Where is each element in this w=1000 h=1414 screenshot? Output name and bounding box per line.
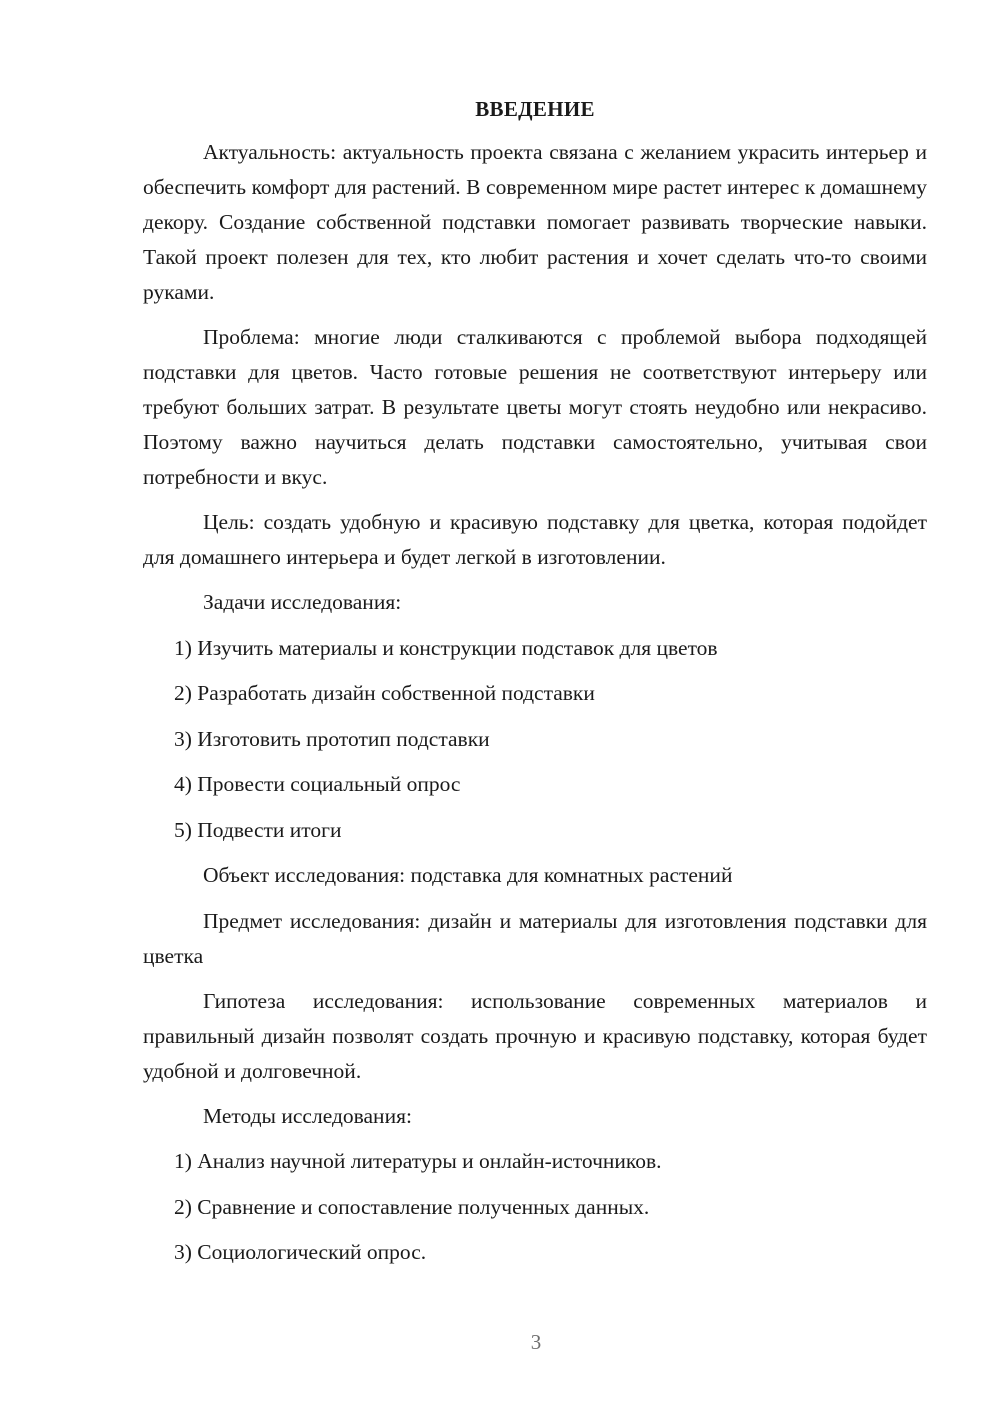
page-number: 3: [530, 1330, 542, 1354]
paragraph-hypothesis: Гипотеза исследования: использование современных материалов и правильный дизайн позволят создать прочную и красивую подставку, которая будет удобной и долговечной.: [143, 988, 927, 1083]
list-item: 2) Сравнение и сопоставление полученных данных.: [174, 1194, 650, 1219]
document-page: [143, 92, 927, 1281]
list-item: 3) Социологический опрос.: [174, 1240, 427, 1264]
list-item: 3) Изготовить прототип подставки: [174, 726, 490, 751]
list-item: 1) Анализ научной литературы и онлайн-источников.: [174, 1149, 662, 1173]
paragraph-subject: Предмет исследования: дизайн и материалы для изготовления подставки для цветка: [143, 908, 927, 968]
tasks-list: [143, 631, 927, 848]
paragraph-relevance: Актуальность: актуальность проекта связана с желанием украсить интерьер и обеспечить комфорт для растений. В современном мире растет интерес к домашнему декору. Создание собственной подставки помогает развивать творческие навыки. Такой проект полезен для тех, кто любит растения и хочет сделать что-то своими руками.: [143, 140, 927, 304]
section-title: ВВЕДЕНИЕ: [475, 97, 595, 121]
tasks-heading: Задачи исследования:: [203, 590, 402, 614]
paragraph-problem: Проблема: многие люди сталкиваются с проблемой выбора подходящей подставки для цветов. Часто готовые решения не соответствуют интерьеру или требуют больших затрат. В результате цветы могут стоять неудобно или некрасиво. Поэтому важно научиться делать подставки самостоятельно, учитывая свои потребности и вкус.: [143, 325, 927, 489]
list-item: 1) Изучить материалы и конструкции подставок для цветов: [174, 635, 718, 660]
list-item: 4) Провести социальный опрос: [174, 772, 461, 796]
list-item: 5) Подвести итоги: [174, 817, 342, 842]
list-item: 2) Разработать дизайн собственной подставки: [174, 681, 595, 705]
paragraph-object: Объект исследования: подставка для комнатных растений: [203, 863, 733, 887]
methods-list: [143, 1144, 927, 1270]
methods-heading: Методы исследования:: [203, 1103, 412, 1128]
paragraph-goal: Цель: создать удобную и красивую подставку для цветка, которая подойдет для домашнего интерьера и будет легкой в изготовлении.: [143, 510, 927, 569]
